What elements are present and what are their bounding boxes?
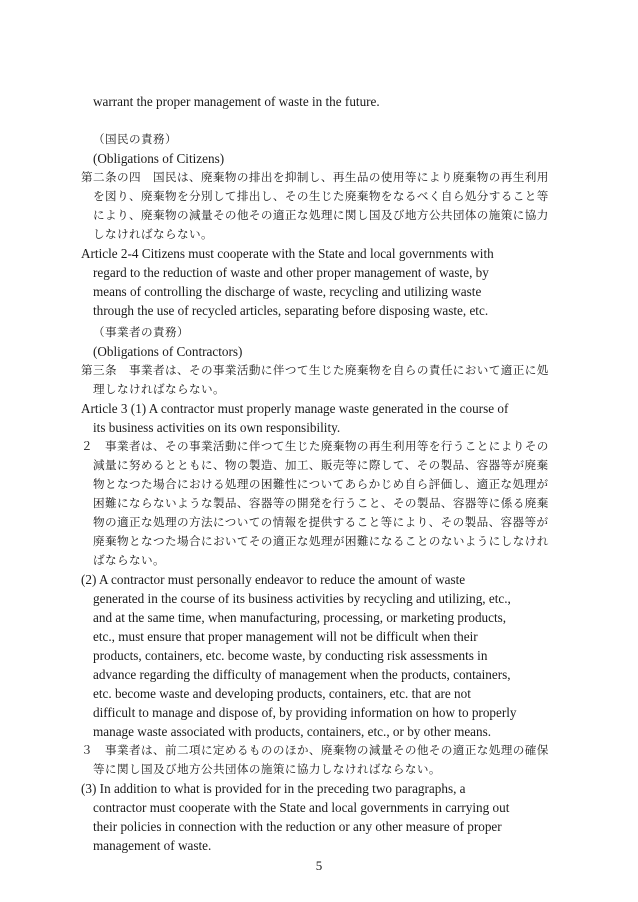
heading-citizens-en: (Obligations of Citizens) <box>93 151 225 166</box>
article-3-para-2-jp-line: 廃棄物となつた場合においてその適正な処理が困難になることのないようにしなけれ <box>93 534 549 548</box>
article-3-para-2-en-line: manage waste associated with products, containers, etc., or by other means. <box>93 724 492 739</box>
article-2-4-en-line: regard to the reduction of waste and other proper management of waste, by <box>93 265 489 280</box>
article-3-para-1-en-line: Article 3 (1) A contractor must properly manage waste generated in the course of <box>81 401 509 416</box>
article-3-jp-line: 理しなければならない。 <box>93 382 225 396</box>
article-3-para-2-jp-line: 減量に努めるとともに、物の製造、加工、販売等に際して、その製品、容器等が廃棄 <box>93 458 549 472</box>
article-3-para-3-en-line: (3) In addition to what is provided for in the preceding two paragraphs, a <box>81 781 466 796</box>
article-2-4-jp-line: により、廃棄物の減量その他その適正な処理に関し国及び地方公共団体の施策に協力 <box>93 208 549 222</box>
article-3-para-2-jp-line: ２ 事業者は、その事業活動に伴つて生じた廃棄物の再生利用等を行うことによりその <box>81 439 549 453</box>
article-3-para-2-jp-line: 物の適正な処理の方法についての情報を提供すること等により、その製品、容器等が <box>93 515 549 529</box>
article-3-para-2-en-line: etc. become waste and developing products, containers, etc. that are not <box>93 686 471 701</box>
heading-contractors-jp: （事業者の責務） <box>93 325 189 339</box>
article-3-jp-line: 第三条 事業者は、その事業活動に伴つて生じた廃棄物を自らの責任において適正に処 <box>81 363 549 377</box>
article-3-para-2-jp-line: 困難にならないような製品、容器等の開発を行うこと、その製品、容器等に係る廃棄 <box>93 496 549 510</box>
continuation-line: warrant the proper management of waste in the future. <box>93 94 380 109</box>
article-3-para-3-jp-line: 等に関し国及び地方公共団体の施策に協力しなければならない。 <box>93 762 441 776</box>
article-3-para-3-en-line: contractor must cooperate with the State and local governments in carrying out <box>93 800 510 815</box>
article-2-4-jp-line: しなければならない。 <box>93 227 213 241</box>
article-3-para-2-jp-line: ばならない。 <box>93 553 165 567</box>
article-3-para-3-en-line: management of waste. <box>93 838 212 853</box>
article-2-4-en-line: means of controlling the discharge of waste, recycling and utilizing waste <box>93 284 482 299</box>
article-3-para-2-en-line: and at the same time, when manufacturing, processing, or marketing products, <box>93 610 507 625</box>
article-3-para-2-en-line: products, containers, etc. become waste, by conducting risk assessments in <box>93 648 488 663</box>
article-3-para-1-en-line: its business activities on its own responsibility. <box>93 420 341 435</box>
page-number: 5 <box>315 858 323 873</box>
article-3-para-2-en-line: etc., must ensure that proper management will not be difficult when their <box>93 629 478 644</box>
article-3-para-2-en-line: generated in the course of its business activities by recycling and utilizing, etc., <box>93 591 511 606</box>
article-3-para-2-en-line: difficult to manage and dispose of, by providing information on how to properly <box>93 705 517 720</box>
article-3-para-3-jp-line: ３ 事業者は、前二項に定めるもののほか、廃棄物の減量その他その適正な処理の確保 <box>81 743 549 757</box>
article-3-para-2-jp-line: 物となつた場合における処理の困難性についてあらかじめ自ら評価し、適正な処理が <box>93 477 549 491</box>
heading-citizens-jp: （国民の責務） <box>93 132 177 146</box>
heading-contractors-en: (Obligations of Contractors) <box>93 344 243 359</box>
article-2-4-jp-line: を図り、廃棄物を分別して排出し、その生じた廃棄物をなるべく自ら処分すること等 <box>93 189 549 203</box>
article-3-para-2-en-line: advance regarding the difficulty of management when the products, containers, <box>93 667 511 682</box>
article-2-4-en-line: Article 2-4 Citizens must cooperate with the State and local governments with <box>81 246 494 261</box>
article-3-para-2-en-line: (2) A contractor must personally endeavor to reduce the amount of waste <box>81 572 466 587</box>
article-2-4-en-line: through the use of recycled articles, separating before disposing waste, etc. <box>93 303 489 318</box>
article-3-para-3-en-line: their policies in connection with the reduction or any other measure of proper <box>93 819 502 834</box>
article-2-4-jp-line: 第二条の四 国民は、廃棄物の排出を抑制し、再生品の使用等により廃棄物の再生利用 <box>81 170 549 184</box>
